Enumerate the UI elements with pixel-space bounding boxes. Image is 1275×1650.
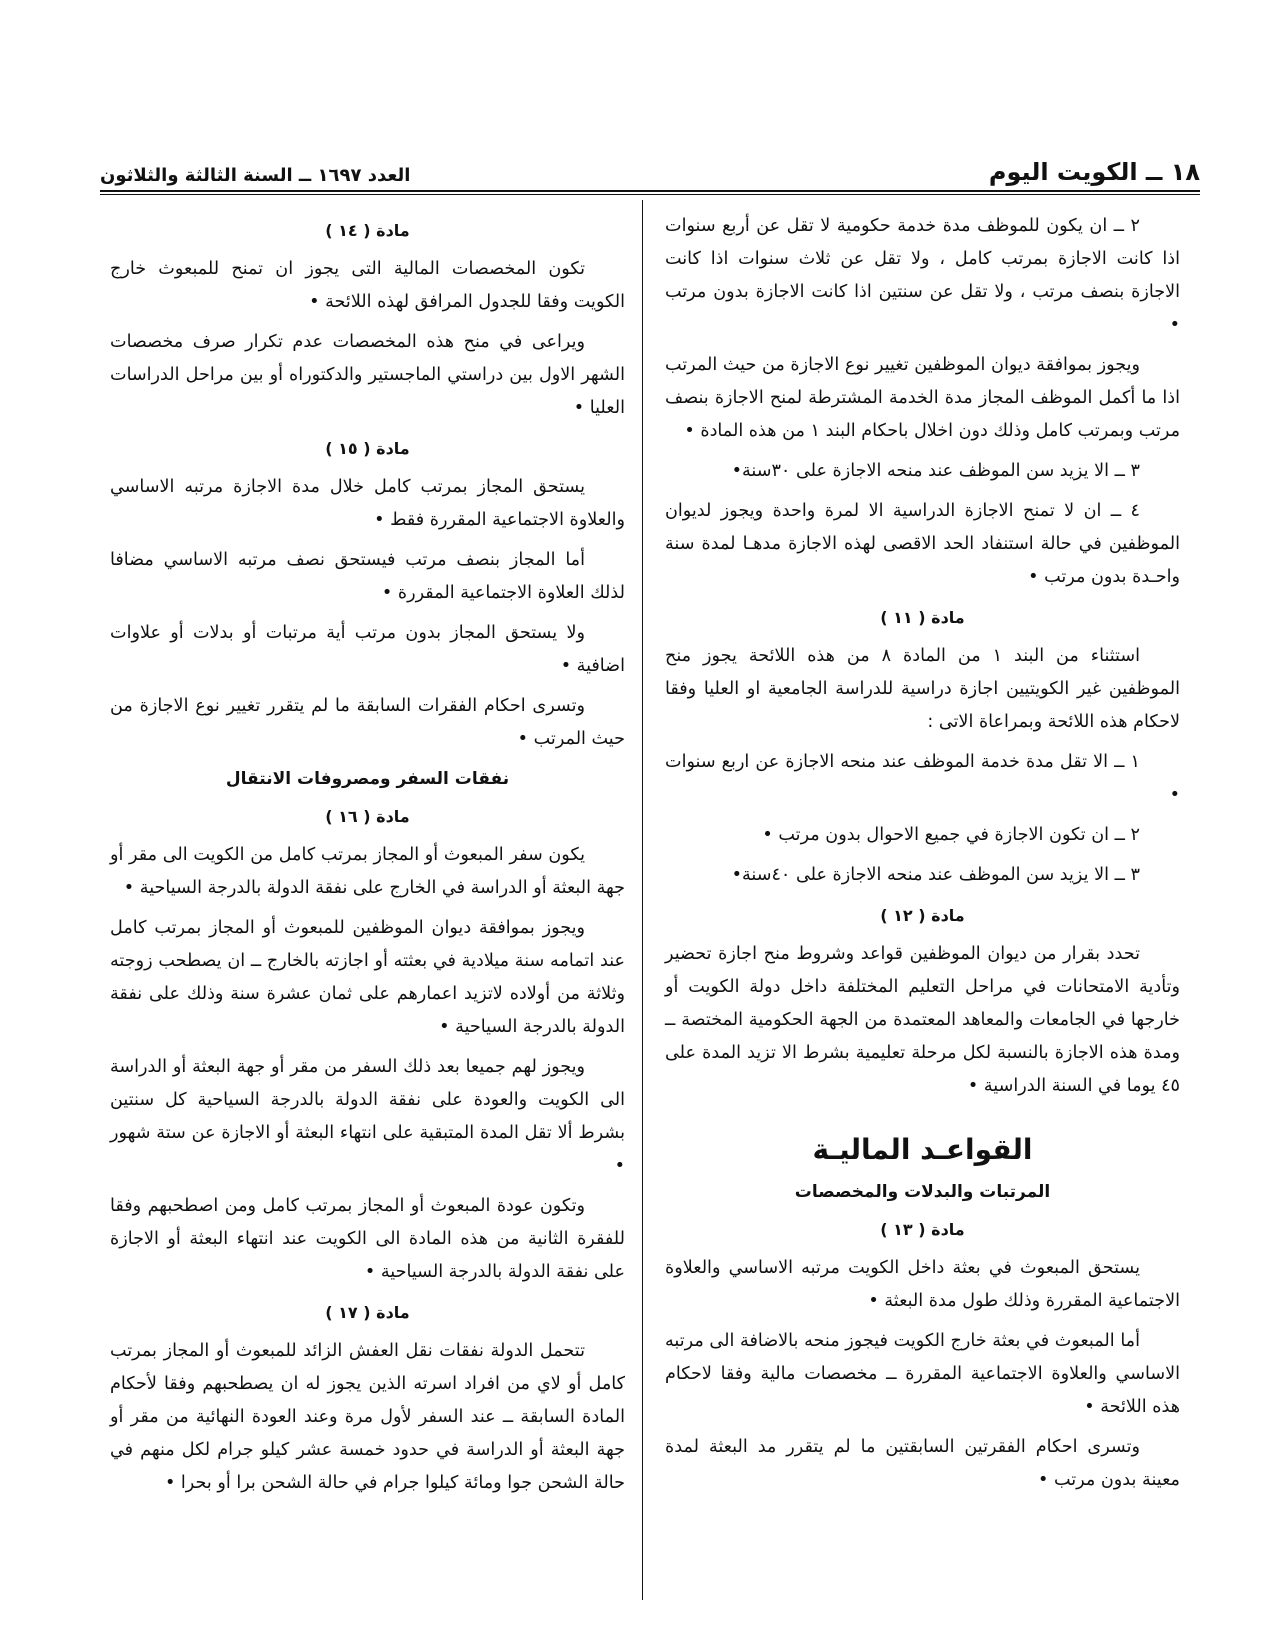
paragraph: ٣ ــ الا يزيد سن الموظف عند منحه الاجازة على ٤٠سنة• bbox=[731, 865, 1140, 885]
page-title: ١٨ ــ الكويت اليوم bbox=[988, 158, 1200, 186]
paragraph: تكون المخصصات المالية التى يجوز ان تمنح للمبعوث خارج الكويت وفقا للجدول المرافق لهذه اللائحة • bbox=[110, 259, 625, 312]
page-header bbox=[100, 150, 1200, 186]
section-heading-travel: نفقات السفر ومصروفات الانتقال bbox=[225, 769, 510, 789]
paragraph: يستحق المجاز بمرتب كامل خلال مدة الاجازة مرتبه الاساسي والعلاوة الاجتماعية المقررة فقط • bbox=[110, 477, 625, 530]
header-rule-thin bbox=[100, 194, 1200, 195]
paragraph: تتحمل الدولة نفقات نقل العفش الزائد للمبعوث أو المجاز بمرتب كامل أو لاي من افراد اسرته الذين يجوز له ان يصطحبهم وفقا لأحكام المادة السابقة ــ عند السفر لأول مرة وعند العودة النهائية من مقر أو جهة البعثة أو الدراسة في حدود خمسة عشر كيلو جرام لكل منهم في حالة الشحن جوا ومائة كيلوا جرام في حالة الشحن برا أو بحرا • bbox=[110, 1341, 625, 1493]
section-heading-salaries: المرتبات والبدلات والمخصصات bbox=[794, 1182, 1051, 1202]
paragraph: ويجوز بموافقة ديوان الموظفين تغيير نوع الاجازة من حيث المرتب اذا ما أكمل الموظف المجاز مدة الخدمة المشترطة لمنح الاجازة بنصف مرتب وبمرتب كامل وذلك دون اخلال باحكام البند ١ من هذه المادة • bbox=[665, 355, 1180, 441]
paragraph: ويجوز بموافقة ديوان الموظفين للمبعوث أو المجاز بمرتب كامل عند اتمامه سنة ميلادية في بعثته أو اجازته بالخارج ــ ان يصطحب زوجته وثلاثة من أولاده لاتزيد اعمارهم على ثمان عشرة سنة وذلك على نفقة الدولة بالدرجة السياحية • bbox=[110, 918, 625, 1037]
paragraph: أما المجاز بنصف مرتب فيستحق نصف مرتبه الاساسي مضافا لذلك العلاوة الاجتماعية المقررة • bbox=[110, 550, 625, 603]
article-heading-13: مادة ( ١٣ ) bbox=[880, 1220, 965, 1239]
paragraph: استثناء من البند ١ من المادة ٨ من هذه اللائحة يجوز منح الموظفين غير الكويتيين اجازة دراسية للدراسة الجامعية او العليا وفقا لاحكام هذه اللائحة وبمراعاة الاتى : bbox=[665, 646, 1180, 732]
article-heading-12: مادة ( ١٢ ) bbox=[880, 906, 965, 925]
article-heading-17: مادة ( ١٧ ) bbox=[325, 1303, 410, 1322]
issue-info: العدد ١٦٩٧ ــ السنة الثالثة والثلاثون bbox=[100, 165, 411, 186]
paragraph: وتكون عودة المبعوث أو المجاز بمرتب كامل ومن اصطحبهم وفقا للفقرة الثانية من هذه المادة الى الكويت عند انتهاء البعثة أو الاجازة على نفقة الدولة بالدرجة السياحية • bbox=[110, 1196, 625, 1282]
paragraph: ولا يستحق المجاز بدون مرتب أية مرتبات أو بدلات أو علاوات اضافية • bbox=[110, 623, 625, 676]
paragraph: ٢ ــ ان تكون الاجازة في جميع الاحوال بدون مرتب • bbox=[762, 825, 1140, 845]
left-column bbox=[110, 210, 625, 1507]
article-heading-11: مادة ( ١١ ) bbox=[880, 608, 965, 627]
paragraph: وتسرى احكام الفقرات السابقة ما لم يتقرر تغيير نوع الاجازة من حيث المرتب • bbox=[110, 696, 625, 749]
article-heading-15: مادة ( ١٥ ) bbox=[325, 439, 410, 458]
paragraph: يستحق المبعوث في بعثة داخل الكويت مرتبه الاساسي والعلاوة الاجتماعية المقررة وذلك طول مدة البعثة • bbox=[665, 1258, 1180, 1311]
right-column bbox=[665, 210, 1180, 1504]
paragraph: أما المبعوث في بعثة خارج الكويت فيجوز منحه بالاضافة الى مرتبه الاساسي والعلاوة الاجتماعية المقررة ــ مخصصات مالية وفقا لاحكام هذه اللائحة • bbox=[665, 1331, 1180, 1417]
paragraph: ويراعى في منح هذه المخصصات عدم تكرار صرف مخصصات الشهر الاول بين دراستي الماجستير والدكتوراه أو بين مراحل الدراسات العليا • bbox=[110, 332, 625, 418]
paragraph: ٢ ــ ان يكون للموظف مدة خدمة حكومية لا تقل عن أربع سنوات اذا كانت الاجازة بمرتب كامل ، ولا تقل عن ثلاث سنوات اذا كانت الاجازة بنصف مرتب ، ولا تقل عن سنتين اذا كانت الاجازة بدون مرتب • bbox=[665, 216, 1180, 335]
paragraph: تحدد بقرار من ديوان الموظفين قواعد وشروط منح اجازة تحضير وتأدية الامتحانات في مراحل التعليم المختلفة داخل دولة الكويت أو خارجها في الجامعات والمعاهد المعتمدة من الجهة الحكومية المختصة ــ ومدة هذه الاجازة بالنسبة لكل مرحلة تعليمية بشرط الا تزيد المدة على ٤٥ يوما في السنة الدراسية • bbox=[665, 944, 1180, 1096]
header-rule bbox=[100, 190, 1200, 192]
article-heading-16: مادة ( ١٦ ) bbox=[325, 807, 410, 826]
paragraph: ٣ ــ الا يزيد سن الموظف عند منحه الاجازة على ٣٠سنة• bbox=[731, 461, 1140, 481]
section-heading-financial-rules: القواعـد الماليـة bbox=[812, 1133, 1033, 1166]
paragraph: يكون سفر المبعوث أو المجاز بمرتب كامل من الكويت الى مقر أو جهة البعثة أو الدراسة في الخارج على نفقة الدولة بالدرجة السياحية • bbox=[110, 845, 625, 898]
paragraph: ويجوز لهم جميعا بعد ذلك السفر من مقر أو جهة البعثة أو الدراسة الى الكويت والعودة على نفقة الدولة بالدرجة السياحية كل سنتين بشرط ألا تقل المدة المتبقية على انتهاء البعثة أو الاجازة عن ستة شهور • bbox=[110, 1057, 625, 1176]
paragraph: ١ ــ الا تقل مدة خدمة الموظف عند منحه الاجازة عن اربع سنوات • bbox=[665, 752, 1180, 805]
column-divider bbox=[642, 200, 643, 1600]
article-heading-14: مادة ( ١٤ ) bbox=[325, 221, 410, 240]
paragraph: ٤ ــ ان لا تمنح الاجازة الدراسية الا لمرة واحدة ويجوز لديوان الموظفين في حالة استنفاد الحد الاقصى لهذه الاجازة مدهـا لمدة سنة واحـدة بدون مرتب • bbox=[665, 501, 1180, 587]
paragraph: وتسرى احكام الفقرتين السابقتين ما لم يتقرر مد البعثة لمدة معينة بدون مرتب • bbox=[665, 1437, 1180, 1490]
